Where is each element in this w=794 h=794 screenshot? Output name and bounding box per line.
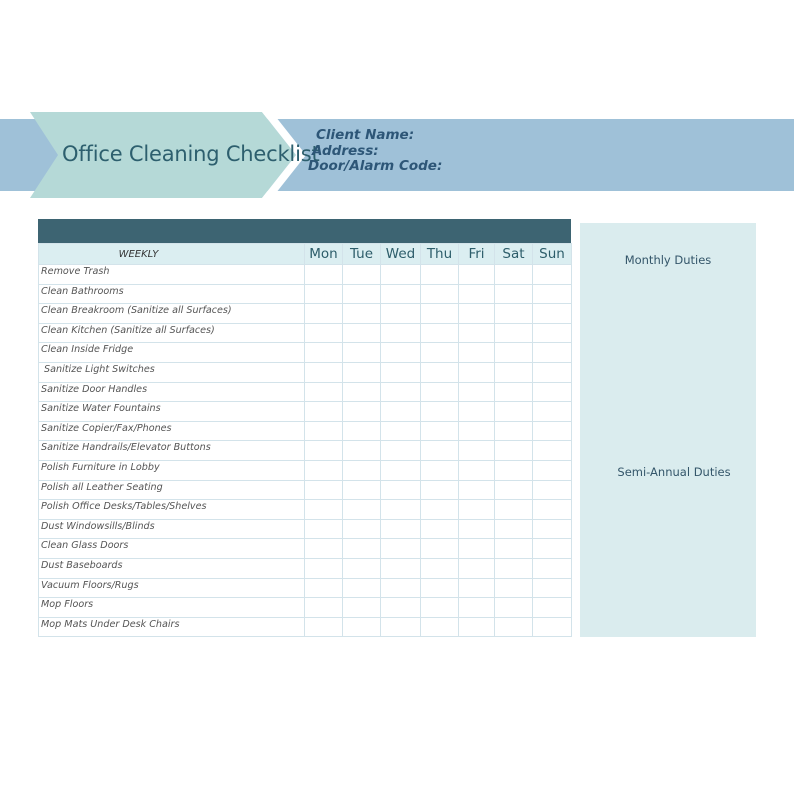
day-header-sat: Sat [495, 244, 533, 265]
page-title: Office Cleaning Checklist [62, 142, 320, 166]
monthly-duties-label: Monthly Duties [624, 253, 712, 267]
table-row [39, 343, 572, 363]
check-cell-thu[interactable] [421, 617, 459, 637]
day-header-tue: Tue [343, 244, 381, 265]
check-cell-tue[interactable] [343, 617, 381, 637]
check-cell-tue[interactable] [343, 402, 381, 422]
check-cell-sat[interactable] [495, 460, 533, 480]
check-cell-fri[interactable] [459, 323, 495, 343]
task-label: Clean Bathrooms [39, 284, 305, 304]
check-cell-wed[interactable] [381, 578, 421, 598]
task-label: Clean Inside Fridge [39, 343, 305, 363]
table-header-bar [38, 219, 571, 243]
check-cell-sun[interactable] [533, 578, 572, 598]
check-cell-sun[interactable] [533, 362, 572, 382]
task-label: Sanitize Copier/Fax/Phones [39, 421, 305, 441]
check-cell-sat[interactable] [495, 578, 533, 598]
task-label: Mop Floors [39, 598, 305, 618]
check-cell-sun[interactable] [533, 598, 572, 618]
check-cell-thu[interactable] [421, 539, 459, 559]
check-cell-tue[interactable] [343, 362, 381, 382]
check-cell-mon[interactable] [305, 382, 343, 402]
check-cell-wed[interactable] [381, 519, 421, 539]
check-cell-sun[interactable] [533, 304, 572, 324]
table-row [39, 421, 572, 441]
check-cell-sat[interactable] [495, 402, 533, 422]
table-row [39, 284, 572, 304]
check-cell-fri[interactable] [459, 558, 495, 578]
check-cell-wed[interactable] [381, 343, 421, 363]
check-cell-wed[interactable] [381, 558, 421, 578]
check-cell-mon[interactable] [305, 578, 343, 598]
check-cell-mon[interactable] [305, 598, 343, 618]
check-cell-sun[interactable] [533, 558, 572, 578]
check-cell-wed[interactable] [381, 598, 421, 618]
check-cell-fri[interactable] [459, 539, 495, 559]
check-cell-tue[interactable] [343, 343, 381, 363]
task-label: Sanitize Light Switches [39, 362, 305, 382]
check-cell-thu[interactable] [421, 460, 459, 480]
check-cell-thu[interactable] [421, 402, 459, 422]
task-label: Polish Furniture in Lobby [39, 460, 305, 480]
check-cell-mon[interactable] [305, 539, 343, 559]
day-header-mon: Mon [305, 244, 343, 265]
address-label: Address: [312, 142, 379, 159]
check-cell-sun[interactable] [533, 343, 572, 363]
task-label: Sanitize Door Handles [39, 382, 305, 402]
check-cell-wed[interactable] [381, 265, 421, 285]
check-cell-wed[interactable] [381, 323, 421, 343]
table-row [39, 382, 572, 402]
check-cell-tue[interactable] [343, 598, 381, 618]
check-cell-fri[interactable] [459, 598, 495, 618]
check-cell-sat[interactable] [495, 284, 533, 304]
check-cell-sat[interactable] [495, 500, 533, 520]
check-cell-thu[interactable] [421, 343, 459, 363]
check-cell-fri[interactable] [459, 402, 495, 422]
task-label: Clean Kitchen (Sanitize all Surfaces) [39, 323, 305, 343]
day-header-thu: Thu [421, 244, 459, 265]
check-cell-sat[interactable] [495, 558, 533, 578]
table-row [39, 265, 572, 285]
table-row [39, 323, 572, 343]
check-cell-sun[interactable] [533, 460, 572, 480]
check-cell-sat[interactable] [495, 539, 533, 559]
check-cell-sat[interactable] [495, 265, 533, 285]
check-cell-sun[interactable] [533, 323, 572, 343]
check-cell-wed[interactable] [381, 539, 421, 559]
check-cell-sat[interactable] [495, 421, 533, 441]
check-cell-sun[interactable] [533, 617, 572, 637]
check-cell-sun[interactable] [533, 382, 572, 402]
task-label: Vacuum Floors/Rugs [39, 578, 305, 598]
semi-annual-duties-label: Semi-Annual Duties [617, 465, 731, 479]
day-header-fri: Fri [459, 244, 495, 265]
client-name-label: Client Name: [316, 127, 415, 143]
check-cell-sun[interactable] [533, 480, 572, 500]
check-cell-fri[interactable] [459, 421, 495, 441]
check-cell-sat[interactable] [495, 343, 533, 363]
check-cell-sat[interactable] [495, 519, 533, 539]
check-cell-fri[interactable] [459, 441, 495, 461]
check-cell-wed[interactable] [381, 304, 421, 324]
check-cell-mon[interactable] [305, 558, 343, 578]
check-cell-mon[interactable] [305, 460, 343, 480]
check-cell-fri[interactable] [459, 362, 495, 382]
table-row [39, 519, 572, 539]
check-cell-wed[interactable] [381, 460, 421, 480]
check-cell-sun[interactable] [533, 500, 572, 520]
check-cell-mon[interactable] [305, 323, 343, 343]
check-cell-sat[interactable] [495, 480, 533, 500]
check-cell-thu[interactable] [421, 362, 459, 382]
check-cell-tue[interactable] [343, 558, 381, 578]
check-cell-fri[interactable] [459, 265, 495, 285]
check-cell-tue[interactable] [343, 480, 381, 500]
check-cell-sat[interactable] [495, 323, 533, 343]
check-cell-mon[interactable] [305, 265, 343, 285]
check-cell-tue[interactable] [343, 323, 381, 343]
check-cell-sat[interactable] [495, 304, 533, 324]
check-cell-tue[interactable] [343, 304, 381, 324]
check-cell-thu[interactable] [421, 441, 459, 461]
table-row [39, 441, 572, 461]
check-cell-wed[interactable] [381, 382, 421, 402]
check-cell-mon[interactable] [305, 284, 343, 304]
check-cell-sun[interactable] [533, 265, 572, 285]
check-cell-thu[interactable] [421, 480, 459, 500]
check-cell-thu[interactable] [421, 265, 459, 285]
table-row [39, 304, 572, 324]
check-cell-fri[interactable] [459, 617, 495, 637]
check-cell-thu[interactable] [421, 421, 459, 441]
check-cell-thu[interactable] [421, 323, 459, 343]
check-cell-sun[interactable] [533, 421, 572, 441]
check-cell-sat[interactable] [495, 617, 533, 637]
task-label: Dust Baseboards [39, 558, 305, 578]
check-cell-wed[interactable] [381, 362, 421, 382]
table-row [39, 402, 572, 422]
check-cell-fri[interactable] [459, 284, 495, 304]
alarm-code-label: Door/Alarm Code: [308, 158, 443, 174]
check-cell-thu[interactable] [421, 558, 459, 578]
table-row [39, 578, 572, 598]
check-cell-tue[interactable] [343, 382, 381, 402]
day-header-sun: Sun [533, 244, 572, 265]
table-row [39, 598, 572, 618]
side-duties-panel [580, 223, 756, 637]
check-cell-wed[interactable] [381, 421, 421, 441]
table-row [39, 617, 572, 637]
task-label: Remove Trash [39, 265, 305, 285]
table-row [39, 362, 572, 382]
check-cell-mon[interactable] [305, 421, 343, 441]
check-cell-sat[interactable] [495, 382, 533, 402]
check-cell-tue[interactable] [343, 284, 381, 304]
task-label: Dust Windowsills/Blinds [39, 519, 305, 539]
day-header-wed: Wed [381, 244, 421, 265]
check-cell-wed[interactable] [381, 441, 421, 461]
task-label: Clean Breakroom (Sanitize all Surfaces) [39, 304, 305, 324]
table-row [39, 480, 572, 500]
client-info-block [306, 128, 442, 175]
check-cell-wed[interactable] [381, 402, 421, 422]
check-cell-mon[interactable] [305, 362, 343, 382]
check-cell-fri[interactable] [459, 500, 495, 520]
task-label: Mop Mats Under Desk Chairs [39, 617, 305, 637]
check-cell-mon[interactable] [305, 617, 343, 637]
check-cell-sat[interactable] [495, 362, 533, 382]
weekly-checklist [38, 219, 571, 637]
check-cell-mon[interactable] [305, 480, 343, 500]
check-cell-thu[interactable] [421, 519, 459, 539]
check-cell-thu[interactable] [421, 500, 459, 520]
check-cell-tue[interactable] [343, 441, 381, 461]
check-cell-mon[interactable] [305, 519, 343, 539]
check-cell-wed[interactable] [381, 500, 421, 520]
task-label: Polish all Leather Seating [39, 480, 305, 500]
check-cell-thu[interactable] [421, 598, 459, 618]
check-cell-wed[interactable] [381, 284, 421, 304]
check-cell-fri[interactable] [459, 343, 495, 363]
check-cell-fri[interactable] [459, 519, 495, 539]
check-cell-tue[interactable] [343, 578, 381, 598]
table-row [39, 460, 572, 480]
check-cell-mon[interactable] [305, 441, 343, 461]
check-cell-fri[interactable] [459, 382, 495, 402]
table-header-row [39, 244, 572, 265]
check-cell-sun[interactable] [533, 539, 572, 559]
weekly-table [38, 243, 572, 637]
check-cell-tue[interactable] [343, 460, 381, 480]
check-cell-mon[interactable] [305, 500, 343, 520]
check-cell-sun[interactable] [533, 441, 572, 461]
check-cell-mon[interactable] [305, 343, 343, 363]
check-cell-tue[interactable] [343, 539, 381, 559]
check-cell-mon[interactable] [305, 304, 343, 324]
check-cell-thu[interactable] [421, 304, 459, 324]
table-row [39, 539, 572, 559]
check-cell-tue[interactable] [343, 519, 381, 539]
check-cell-thu[interactable] [421, 578, 459, 598]
check-cell-fri[interactable] [459, 460, 495, 480]
check-cell-sun[interactable] [533, 284, 572, 304]
check-cell-sat[interactable] [495, 441, 533, 461]
check-cell-fri[interactable] [459, 304, 495, 324]
check-cell-sun[interactable] [533, 402, 572, 422]
check-cell-tue[interactable] [343, 500, 381, 520]
check-cell-fri[interactable] [459, 578, 495, 598]
task-label: Sanitize Water Fountains [39, 402, 305, 422]
weekly-column-header: WEEKLY [39, 244, 305, 265]
task-label: Clean Glass Doors [39, 539, 305, 559]
check-cell-tue[interactable] [343, 265, 381, 285]
check-cell-thu[interactable] [421, 382, 459, 402]
check-cell-fri[interactable] [459, 480, 495, 500]
check-cell-sat[interactable] [495, 598, 533, 618]
table-row [39, 500, 572, 520]
check-cell-mon[interactable] [305, 402, 343, 422]
table-row [39, 558, 572, 578]
check-cell-wed[interactable] [381, 480, 421, 500]
task-label: Sanitize Handrails/Elevator Buttons [39, 441, 305, 461]
check-cell-sun[interactable] [533, 519, 572, 539]
check-cell-wed[interactable] [381, 617, 421, 637]
check-cell-tue[interactable] [343, 421, 381, 441]
check-cell-thu[interactable] [421, 284, 459, 304]
task-label: Polish Office Desks/Tables/Shelves [39, 500, 305, 520]
